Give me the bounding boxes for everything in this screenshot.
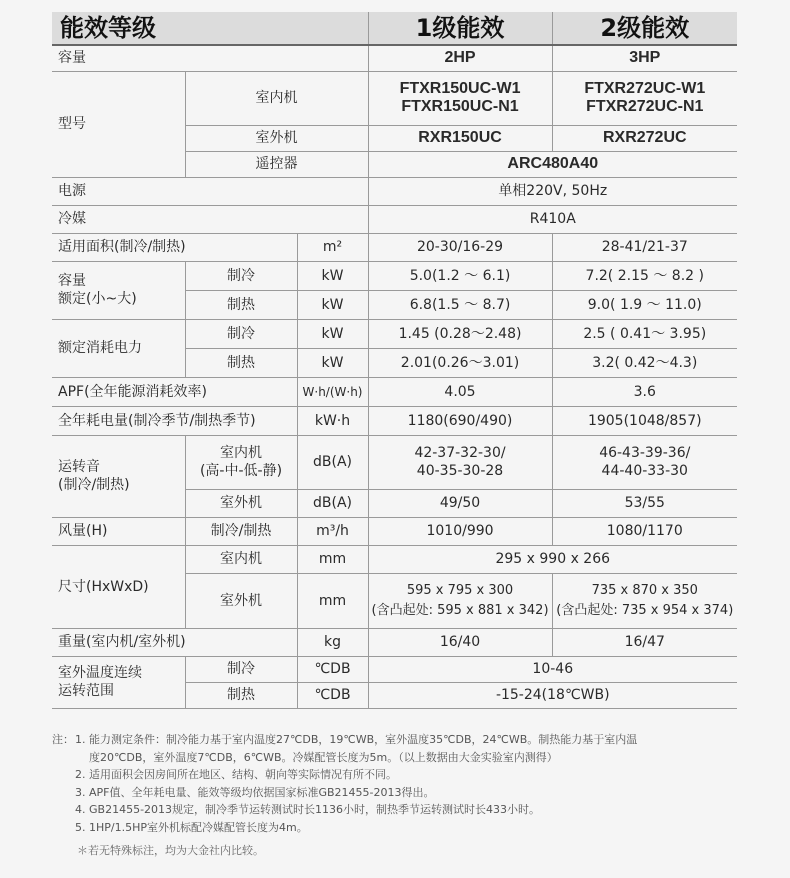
rated-power-cooling-row [52, 319, 737, 348]
noise-outdoor-v2: 53/55 [552, 489, 737, 517]
dimensions-indoor-row [52, 545, 737, 573]
temp-range-label [52, 656, 185, 708]
note-text: 1HP/1.5HP室外机标配冷媒配管长度为4m。 [89, 820, 308, 834]
grade-2-header: 2级能效 [552, 12, 737, 45]
noise-indoor-label-line2: (高-中-低-静) [199, 463, 283, 479]
apf-label: APF(全年能源消耗效率) [52, 377, 297, 406]
note-item-4 [52, 801, 742, 819]
capacity-label: 容量 [52, 45, 368, 71]
annual-consumption-label: 全年耗电量(制冷季节/制热季节) [52, 406, 297, 435]
model-indoor-row [52, 71, 737, 125]
rated-capacity-label-line2: 额定(小~大) [58, 291, 137, 307]
capacity-v2: 3HP [552, 45, 737, 71]
area-v1: 20-30/16-29 [368, 233, 552, 261]
weight-v2: 16/47 [552, 628, 737, 656]
dimensions-indoor-unit: mm [297, 545, 368, 573]
noise-indoor-v1-line1: 42-37-32-30/ [414, 445, 506, 461]
model-indoor-v2-line1: FTXR272UC-W1 [584, 80, 706, 97]
rated-power-cooling-v1: 1.45 (0.28～2.48) [368, 319, 552, 348]
grade-label: 能效等级 [52, 12, 368, 45]
annual-consumption-v1: 1180(690/490) [368, 406, 552, 435]
temp-range-cooling-unit: ℃DB [297, 656, 368, 682]
rated-power-heating-v2: 3.2( 0.42～4.3) [552, 348, 737, 377]
rated-power-cooling-v2: 2.5 ( 0.41～ 3.95) [552, 319, 737, 348]
noise-indoor-v2-line1: 46-43-39-36/ [599, 445, 691, 461]
noise-outdoor-unit: dB(A) [297, 489, 368, 517]
noise-label-line2: (制冷/制热) [58, 477, 130, 493]
apf-row [52, 377, 737, 406]
rated-capacity-label-line1: 容量 [58, 273, 86, 289]
dimensions-outdoor-v1-line2: (含凸起处: 595 x 881 x 342) [371, 602, 549, 618]
model-label: 型号 [52, 71, 185, 177]
grade-1-header: 1级能效 [368, 12, 552, 45]
rated-power-label: 额定消耗电力 [52, 319, 185, 377]
capacity-v1: 2HP [368, 45, 552, 71]
refrigerant-label: 冷媒 [52, 205, 368, 233]
temp-range-cooling-label: 制冷 [185, 656, 297, 682]
header-row [52, 12, 737, 45]
note-num: 1. [75, 733, 86, 746]
rated-capacity-cooling-v2: 7.2( 2.15 ～ 8.2 ) [552, 261, 737, 290]
model-indoor-v2 [552, 71, 737, 125]
rated-power-heating-unit: kW [297, 348, 368, 377]
dimensions-outdoor-v2 [552, 573, 737, 628]
rated-capacity-heating-label: 制热 [185, 290, 297, 319]
dimensions-outdoor-unit: mm [297, 573, 368, 628]
dimensions-outdoor-label: 室外机 [185, 573, 297, 628]
note-num: 5. [75, 820, 86, 834]
dimensions-indoor-value: 295 x 990 x 266 [368, 545, 737, 573]
temp-range-heating-value: -15-24(18℃WB) [368, 682, 737, 708]
noise-outdoor-label: 室外机 [185, 489, 297, 517]
rated-power-heating-v1: 2.01(0.26～3.01) [368, 348, 552, 377]
weight-v1: 16/40 [368, 628, 552, 656]
temp-range-label-line2: 运转范围 [58, 683, 114, 699]
power-row [52, 177, 737, 205]
note-num: 4. [75, 803, 86, 816]
model-indoor-v1-line2: FTXR150UC-N1 [401, 98, 519, 115]
area-v2: 28-41/21-37 [552, 233, 737, 261]
rated-power-cooling-label: 制冷 [185, 319, 297, 348]
model-indoor-v1-line1: FTXR150UC-W1 [399, 80, 521, 97]
annual-consumption-row [52, 406, 737, 435]
airflow-v2: 1080/1170 [552, 517, 737, 545]
model-outdoor-v2: RXR272UC [552, 125, 737, 151]
annual-consumption-unit: kW·h [297, 406, 368, 435]
rated-capacity-heating-unit: kW [297, 290, 368, 319]
apf-v2: 3.6 [552, 377, 737, 406]
note-text: APF值、全年耗电量、能效等级均依据国家标准GB21455-2013得出。 [89, 785, 435, 799]
rated-capacity-heating-v2: 9.0( 1.9 ～ 11.0) [552, 290, 737, 319]
notes [52, 731, 742, 836]
dimensions-outdoor-v2-line2: (含凸起处: 735 x 954 x 374) [556, 602, 734, 618]
refrigerant-row [52, 205, 737, 233]
noise-outdoor-v1: 49/50 [368, 489, 552, 517]
power-label: 电源 [52, 177, 368, 205]
airflow-label: 风量(H) [52, 517, 185, 545]
dimensions-outdoor-v1-line1: 595 x 795 x 300 [406, 582, 514, 598]
note-item-3 [52, 784, 742, 802]
temp-range-label-line1: 室外温度连续 [58, 665, 142, 681]
dimensions-indoor-label: 室内机 [185, 545, 297, 573]
dimensions-outdoor-v1 [368, 573, 552, 628]
note-num: 3. [75, 785, 86, 799]
noise-indoor-row [52, 435, 737, 489]
model-indoor-label: 室内机 [185, 71, 368, 125]
notes-prefix: 注： [52, 733, 74, 746]
airflow-v1: 1010/990 [368, 517, 552, 545]
note-text-line2: 度20℃DB，室外温度7℃DB，6℃WB。冷媒配管长度为5m。（以上数据由大金实验室内测得） [89, 750, 558, 764]
note-item-5 [52, 819, 742, 837]
weight-row [52, 628, 737, 656]
note-text: 适用面积会因房间所在地区、结构、朝向等实际情况有所不同。 [89, 768, 397, 781]
dimensions-label: 尺寸(HxWxD) [52, 545, 185, 628]
annual-consumption-v2: 1905(1048/857) [552, 406, 737, 435]
model-indoor-v2-line2: FTXR272UC-N1 [586, 98, 704, 115]
noise-indoor-unit: dB(A) [297, 435, 368, 489]
note-text: GB21455-2013规定，制冷季节运转测试时长1136小时，制热季节运转测试时长433小时。 [89, 803, 541, 816]
spec-table [52, 12, 737, 709]
area-unit: m² [297, 233, 368, 261]
noise-label [52, 435, 185, 517]
rated-capacity-cooling-unit: kW [297, 261, 368, 290]
temp-range-heating-label: 制热 [185, 682, 297, 708]
rated-power-heating-label: 制热 [185, 348, 297, 377]
dimensions-outdoor-v2-line1: 735 x 870 x 350 [591, 582, 698, 598]
area-row [52, 233, 737, 261]
noise-indoor-v2 [552, 435, 737, 489]
airflow-sub: 制冷/制热 [185, 517, 297, 545]
note-text [89, 731, 742, 766]
temp-range-cooling-value: 10-46 [368, 656, 737, 682]
note-item-2 [52, 766, 742, 784]
temp-range-heating-unit: ℃DB [297, 682, 368, 708]
capacity-row [52, 45, 737, 71]
airflow-unit: m³/h [297, 517, 368, 545]
refrigerant-value: R410A [368, 205, 737, 233]
rated-capacity-heating-v1: 6.8(1.5 ～ 8.7) [368, 290, 552, 319]
weight-unit: kg [297, 628, 368, 656]
rated-power-cooling-unit: kW [297, 319, 368, 348]
noise-indoor-v1-line2: 40-35-30-28 [416, 463, 504, 479]
rated-capacity-cooling-label: 制冷 [185, 261, 297, 290]
rated-capacity-cooling-row [52, 261, 737, 290]
model-remote-label: 遥控器 [185, 151, 368, 177]
temp-range-cooling-row [52, 656, 737, 682]
power-value: 单相220V, 50Hz [368, 177, 737, 205]
noise-label-line1: 运转音 [58, 459, 100, 475]
apf-unit: W·h/(W·h) [297, 377, 368, 406]
note-num: 2. [75, 768, 86, 781]
note-text-line1: 能力测定条件：制冷能力基于室内温度27℃DB，19℃WB，室外温度35℃DB，24℃WB。制热能力基于室内温 [89, 733, 638, 746]
rated-capacity-cooling-v1: 5.0(1.2 ～ 6.1) [368, 261, 552, 290]
airflow-row [52, 517, 737, 545]
weight-label: 重量(室内机/室外机) [52, 628, 297, 656]
model-outdoor-v1: RXR150UC [368, 125, 552, 151]
model-indoor-v1 [368, 71, 552, 125]
rated-capacity-label [52, 261, 185, 319]
noise-indoor-label-line1: 室内机 [220, 445, 262, 461]
noise-indoor-label [185, 435, 297, 489]
area-label: 适用面积(制冷/制热) [52, 233, 297, 261]
apf-v1: 4.05 [368, 377, 552, 406]
noise-indoor-v2-line2: 44-40-33-30 [601, 463, 688, 479]
model-outdoor-label: 室外机 [185, 125, 368, 151]
model-remote-value: ARC480A40 [368, 151, 737, 177]
footnote: ＊若无特殊标注，均为大金社内比较。 [77, 844, 264, 857]
noise-indoor-v1 [368, 435, 552, 489]
note-item-1 [52, 731, 742, 766]
